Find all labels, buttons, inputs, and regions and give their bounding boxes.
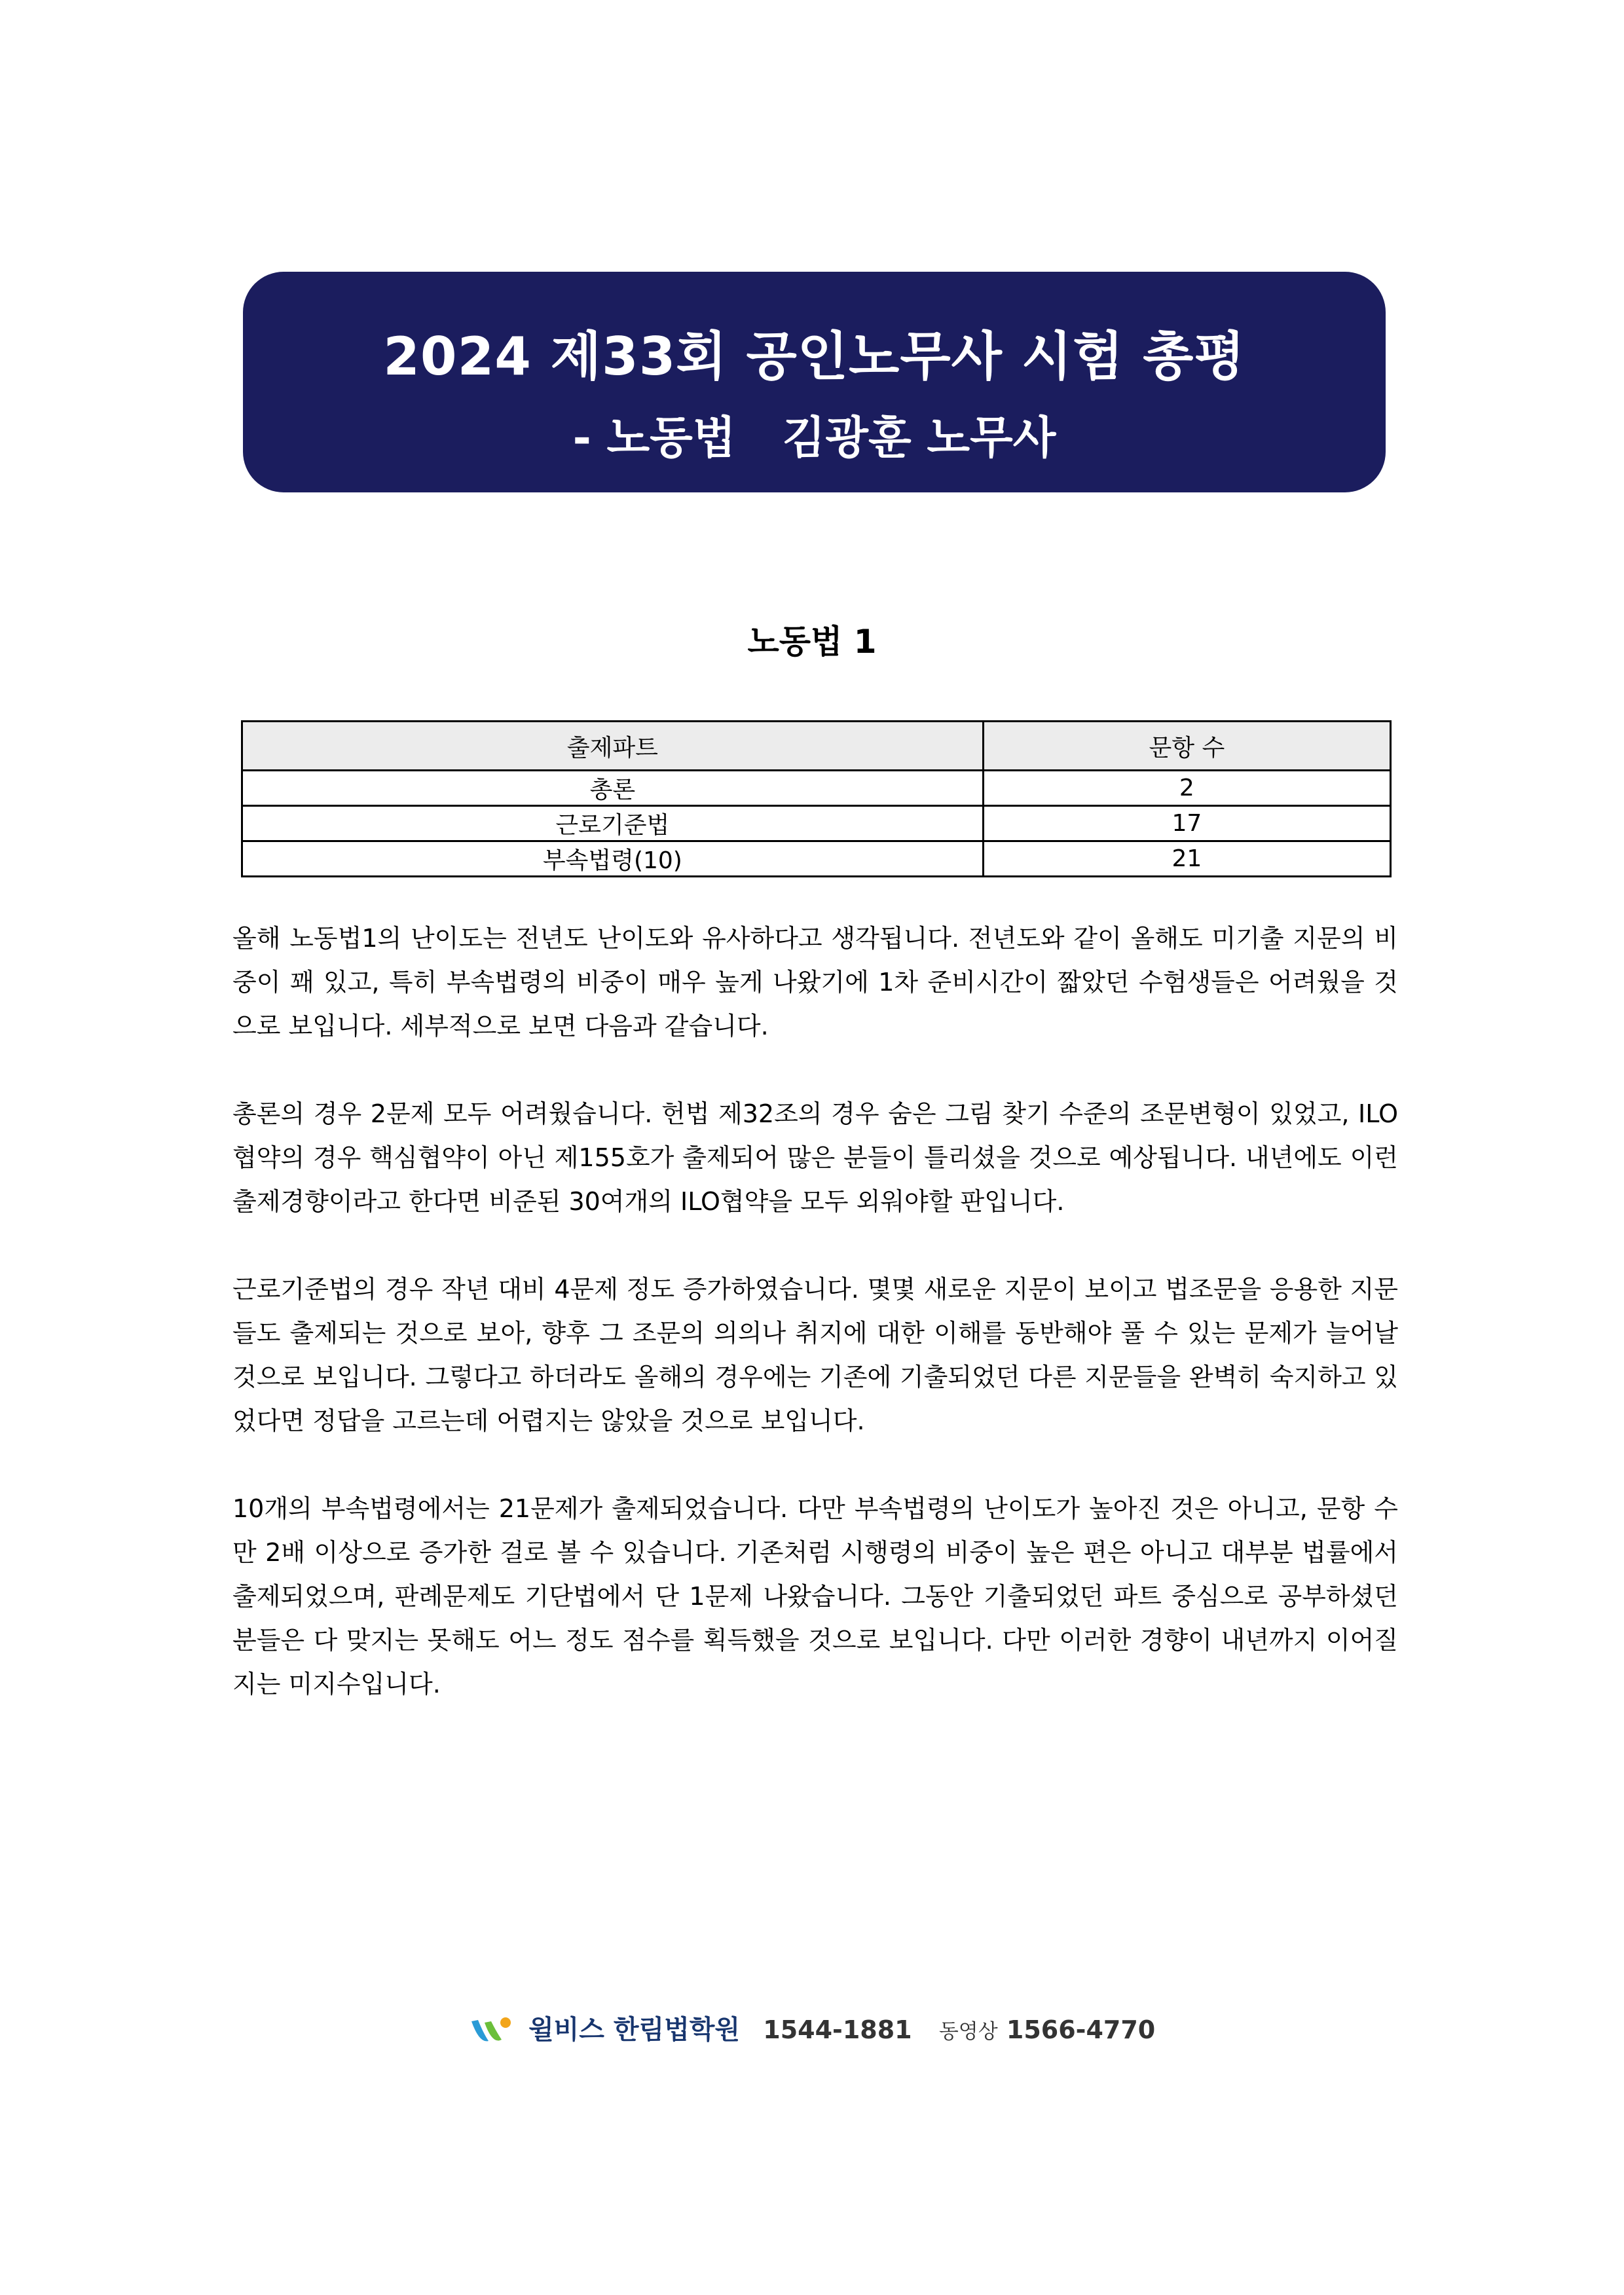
- header-count: 문항 수: [983, 722, 1390, 771]
- paragraph-general: 총론의 경우 2문제 모두 어려웠습니다. 헌법 제32조의 경우 숨은 그림 찾기 수준의 조문변형이 있었고, ILO협약의 경우 핵심협약이 아닌 제155호가 출제되어 많은 분들이 틀리셨을 것으로 예상됩니다. 내년에도 이런 출제경향이라고 한다면 비준된 30여개의 ILO협약을 모두 외워야할 판입니다.: [232, 1099, 1398, 1216]
- banner-title: 2024 제33회 공인노무사 시험 총평: [383, 326, 1246, 387]
- body-text: [232, 917, 1398, 1750]
- cell-count: 17: [983, 806, 1390, 841]
- table-header-row: [242, 722, 1391, 771]
- banner-subtitle: - 노동법 김광훈 노무사: [572, 413, 1056, 464]
- table-row: [242, 806, 1391, 841]
- section-title: 노동법 1: [747, 623, 877, 661]
- cell-count: 2: [983, 771, 1390, 806]
- footer-video-label: 동영상: [938, 2020, 998, 2044]
- header-part: 출제파트: [242, 722, 984, 771]
- cell-part: 근로기준법: [242, 806, 984, 841]
- willbis-logo-icon: [469, 2015, 515, 2049]
- table-row: [242, 841, 1391, 877]
- footer: [0, 2009, 1624, 2049]
- paragraph-subsidiary-laws: 10개의 부속법령에서는 21문제가 출제되었습니다. 다만 부속법령의 난이도가 높아진 것은 아니고, 문항 수만 2배 이상으로 증가한 걸로 볼 수 있습니다. 기존처럼 시행령의 비중이 높은 편은 아니고 대부분 법률에서 출제되었으며, 판례문제도 기단법에서 단 1문제 나왔습니다. 그동안 기출되었던 파트 중심으로 공부하셨던 분들은 다 맞지는 못해도 어느 정도 점수를 획득했을 것으로 보입니다. 다만 이러한 경향이 내년까지 이어질지는 미지수입니다.: [232, 1494, 1398, 1698]
- title-banner: [243, 272, 1386, 492]
- paragraph-labor-standards: 근로기준법의 경우 작년 대비 4문제 정도 증가하였습니다. 몇몇 새로운 지문이 보이고 법조문을 응용한 지문들도 출제되는 것으로 보아, 향후 그 조문의 의의나 취지에 대한 이해를 동반해야 풀 수 있는 문제가 늘어날 것으로 보입니다. 그렇다고 하더라도 올해의 경우에는 기존에 기출되었던 다른 지문들을 완벽히 숙지하고 있었다면 정답을 고르는데 어렵지는 않았을 것으로 보입니다.: [232, 1275, 1398, 1435]
- cell-part: 부속법령(10): [242, 841, 984, 877]
- paragraph-overview: 올해 노동법1의 난이도는 전년도 난이도와 유사하다고 생각됩니다. 전년도와 같이 올해도 미기출 지문의 비중이 꽤 있고, 특히 부속법령의 비중이 매우 높게 나왔기에 1차 준비시간이 짧았던 수험생들은 어려웠을 것으로 보입니다. 세부적으로 보면 다음과 같습니다.: [232, 924, 1398, 1040]
- footer-video-phone: 1566-4770: [1006, 2015, 1156, 2044]
- table-row: [242, 771, 1391, 806]
- question-parts-table: [241, 720, 1392, 877]
- cell-part: 총론: [242, 771, 984, 806]
- footer-phone: 1544-1881: [763, 2015, 912, 2044]
- footer-brand: 윌비스 한림법학원: [528, 2015, 741, 2045]
- cell-count: 21: [983, 841, 1390, 877]
